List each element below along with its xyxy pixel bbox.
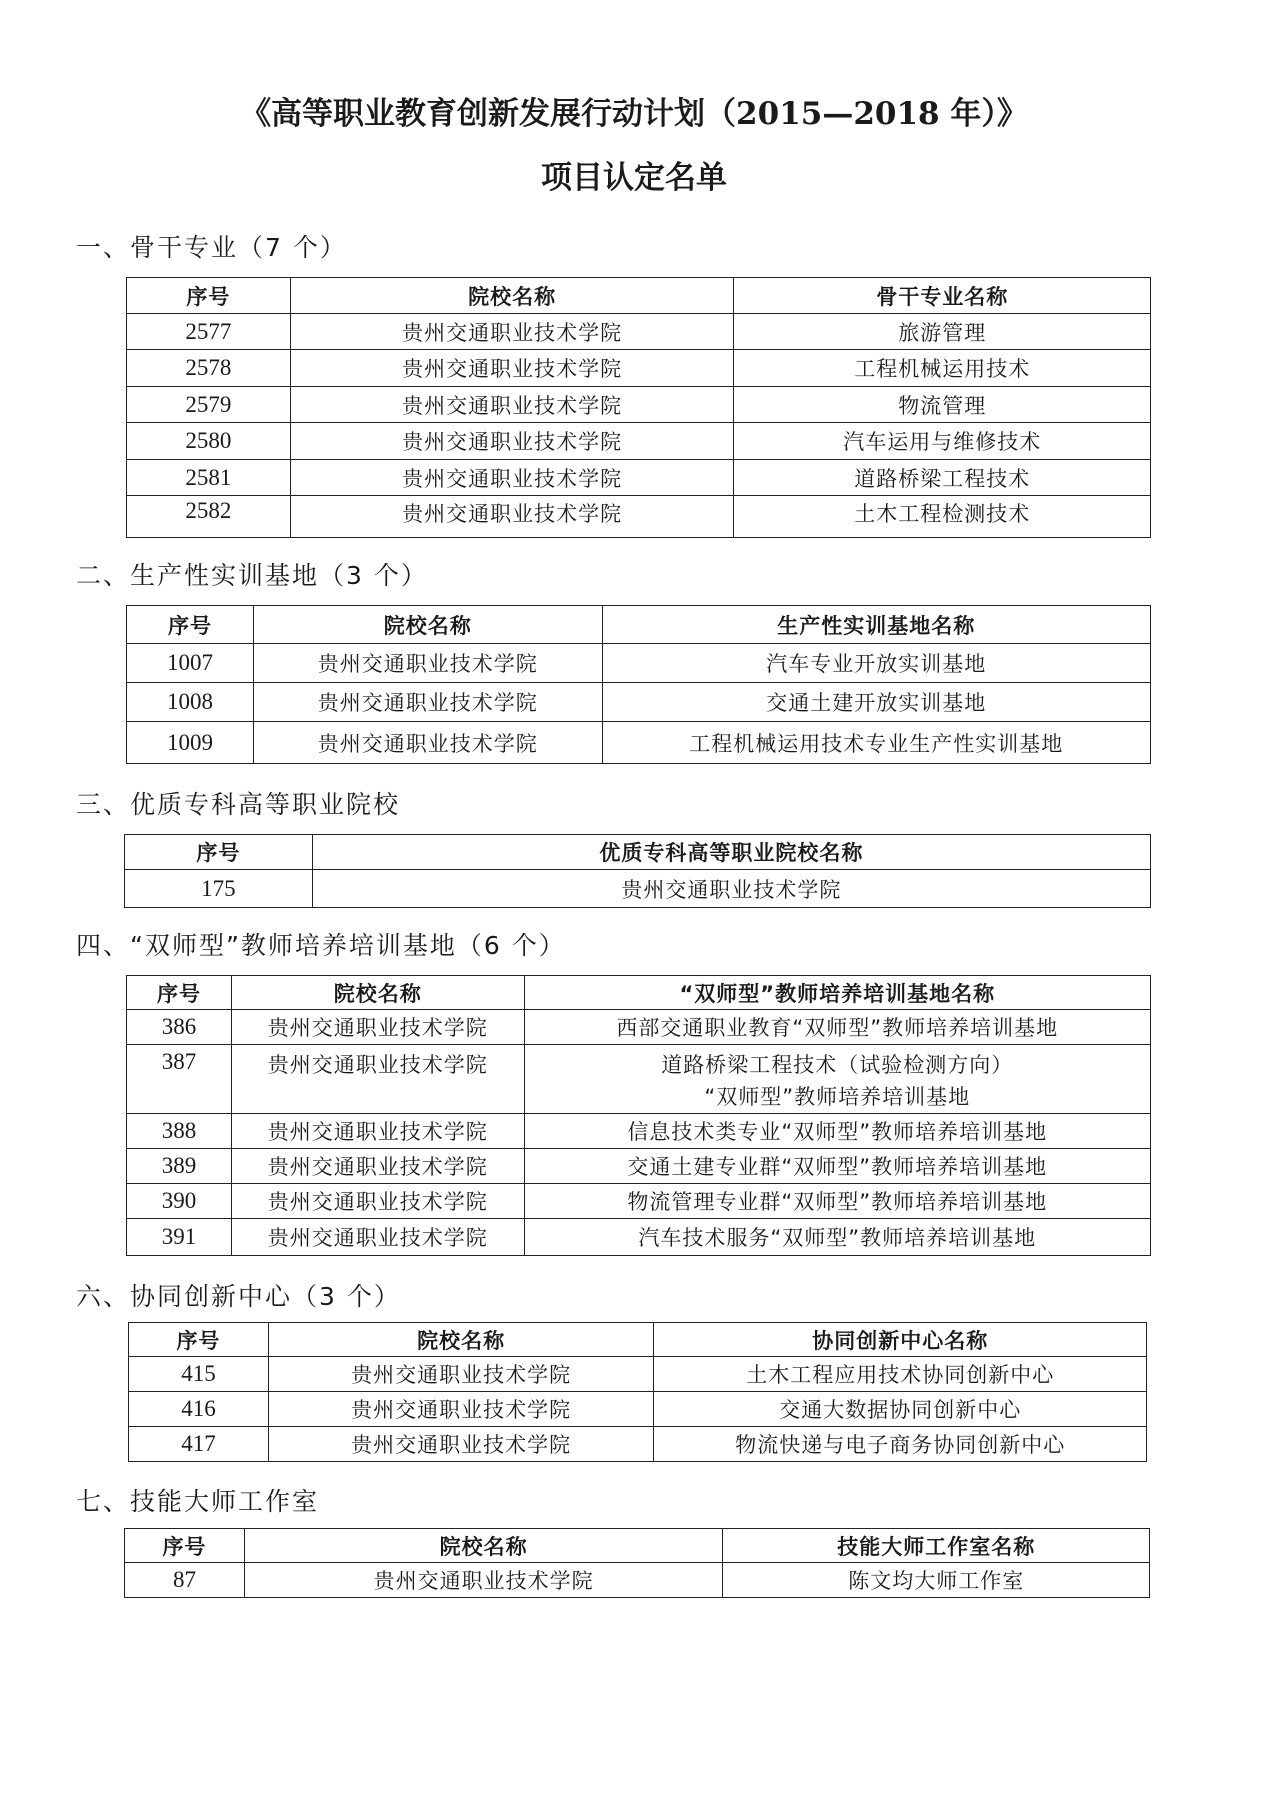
item-name: 交通大数据协同创新中心 <box>654 1392 1147 1427</box>
item-name: 信息技术类专业“双师型”教师培养培训基地 <box>524 1114 1150 1149</box>
section-heading-master-studios: 七、技能大师工作室 <box>76 1487 320 1516</box>
school-name: 贵州交通职业技术学院 <box>290 423 734 460</box>
school-name: 贵州交通职业技术学院 <box>290 387 734 423</box>
item-name: 工程机械运用技术 <box>734 350 1151 387</box>
item-name: 土木工程检测技术 <box>734 496 1151 538</box>
section-heading-quality-colleges: 三、优质专科高等职业院校 <box>76 790 401 819</box>
table-row <box>127 350 1151 387</box>
table-master-studios <box>124 1528 1150 1598</box>
school-name: 贵州交通职业技术学院 <box>268 1427 654 1462</box>
serial-number: 2582 <box>127 496 291 538</box>
school-name: 贵州交通职业技术学院 <box>290 350 734 387</box>
column-header: 序号 <box>127 278 291 314</box>
serial-number: 389 <box>127 1149 232 1184</box>
serial-number: 1008 <box>127 683 254 722</box>
item-name: 汽车专业开放实训基地 <box>602 644 1150 683</box>
school-name: 贵州交通职业技术学院 <box>290 460 734 496</box>
table-row <box>127 1184 1151 1219</box>
school-name: 贵州交通职业技术学院 <box>312 870 1150 908</box>
school-name: 贵州交通职业技术学院 <box>253 683 602 722</box>
school-name: 贵州交通职业技术学院 <box>253 722 602 764</box>
serial-number: 2577 <box>127 314 291 350</box>
serial-number: 2579 <box>127 387 291 423</box>
table-row <box>129 1392 1147 1427</box>
table-row <box>127 722 1151 764</box>
document-title: 《高等职业教育创新发展行动计划（2015—2018 年）》 <box>240 96 1028 132</box>
item-name: 物流快递与电子商务协同创新中心 <box>654 1427 1147 1462</box>
column-header: 院校名称 <box>231 976 524 1010</box>
item-name: 西部交通职业教育“双师型”教师培养培训基地 <box>524 1010 1150 1045</box>
column-header: 优质专科高等职业院校名称 <box>312 835 1150 870</box>
table-row <box>127 1010 1151 1045</box>
serial-number: 1009 <box>127 722 254 764</box>
item-name: 汽车技术服务“双师型”教师培养培训基地 <box>524 1219 1150 1256</box>
table-row <box>125 1563 1150 1598</box>
serial-number: 2580 <box>127 423 291 460</box>
table-row <box>127 683 1151 722</box>
item-name: 物流管理专业群“双师型”教师培养培训基地 <box>524 1184 1150 1219</box>
table-row <box>129 1357 1147 1392</box>
serial-number: 391 <box>127 1219 232 1256</box>
school-name: 贵州交通职业技术学院 <box>231 1045 524 1114</box>
school-name: 贵州交通职业技术学院 <box>268 1357 654 1392</box>
item-name: 土木工程应用技术协同创新中心 <box>654 1357 1147 1392</box>
document-subtitle: 项目认定名单 <box>541 160 727 196</box>
table-row <box>127 423 1151 460</box>
serial-number: 387 <box>127 1045 232 1114</box>
column-header: 院校名称 <box>268 1323 654 1357</box>
item-name: 汽车运用与维修技术 <box>734 423 1151 460</box>
item-name: 交通土建专业群“双师型”教师培养培训基地 <box>524 1149 1150 1184</box>
school-name: 贵州交通职业技术学院 <box>290 496 734 538</box>
table-key-majors <box>126 277 1151 538</box>
column-header: 协同创新中心名称 <box>654 1323 1147 1357</box>
school-name: 贵州交通职业技术学院 <box>231 1184 524 1219</box>
table-header-row <box>125 1529 1150 1563</box>
school-name: 贵州交通职业技术学院 <box>253 644 602 683</box>
serial-number: 390 <box>127 1184 232 1219</box>
serial-number: 2581 <box>127 460 291 496</box>
table-innovation-centers <box>128 1322 1147 1462</box>
section-heading-dual-teacher-bases: 四、“双师型”教师培养培训基地（6 个） <box>76 931 566 960</box>
section-heading-key-majors: 一、骨干专业（7 个） <box>76 233 347 262</box>
item-name: 旅游管理 <box>734 314 1151 350</box>
school-name: 贵州交通职业技术学院 <box>231 1149 524 1184</box>
school-name: 贵州交通职业技术学院 <box>231 1219 524 1256</box>
table-row <box>129 1427 1147 1462</box>
serial-number: 416 <box>129 1392 269 1427</box>
section-heading-production-training: 二、生产性实训基地（3 个） <box>76 561 428 590</box>
column-header: 院校名称 <box>253 606 602 644</box>
serial-number: 175 <box>125 870 313 908</box>
item-name: 陈文均大师工作室 <box>723 1563 1150 1598</box>
table-row <box>127 1045 1151 1114</box>
item-name-line-1: 道路桥梁工程技术（试验检测方向） <box>661 1053 1014 1077</box>
table-row <box>127 387 1151 423</box>
school-name: 贵州交通职业技术学院 <box>290 314 734 350</box>
serial-number: 388 <box>127 1114 232 1149</box>
table-header-row <box>127 278 1151 314</box>
table-row <box>127 1219 1151 1256</box>
table-row <box>127 644 1151 683</box>
column-header: 序号 <box>129 1323 269 1357</box>
item-name-line-2: “双师型”教师培养培训基地 <box>704 1085 971 1109</box>
serial-number: 415 <box>129 1357 269 1392</box>
column-header: 生产性实训基地名称 <box>602 606 1150 644</box>
serial-number: 2578 <box>127 350 291 387</box>
table-quality-colleges <box>124 834 1151 908</box>
column-header: 院校名称 <box>290 278 734 314</box>
column-header: 序号 <box>127 606 254 644</box>
column-header: 骨干专业名称 <box>734 278 1151 314</box>
school-name: 贵州交通职业技术学院 <box>244 1563 723 1598</box>
table-row <box>127 1114 1151 1149</box>
table-production-training <box>126 605 1151 764</box>
table-header-row <box>127 976 1151 1010</box>
table-row <box>125 870 1151 908</box>
table-header-row <box>125 835 1151 870</box>
table-header-row <box>129 1323 1147 1357</box>
column-header: “双师型”教师培养培训基地名称 <box>524 976 1150 1010</box>
table-row <box>127 496 1151 538</box>
item-name: 工程机械运用技术专业生产性实训基地 <box>602 722 1150 764</box>
section-heading-innovation-centers: 六、协同创新中心（3 个） <box>76 1282 401 1311</box>
column-header: 院校名称 <box>244 1529 723 1563</box>
table-row <box>127 1149 1151 1184</box>
item-name <box>524 1045 1150 1114</box>
item-name: 交通土建开放实训基地 <box>602 683 1150 722</box>
serial-number: 87 <box>125 1563 245 1598</box>
school-name: 贵州交通职业技术学院 <box>268 1392 654 1427</box>
item-name: 物流管理 <box>734 387 1151 423</box>
school-name: 贵州交通职业技术学院 <box>231 1114 524 1149</box>
serial-number: 417 <box>129 1427 269 1462</box>
column-header: 序号 <box>125 1529 245 1563</box>
school-name: 贵州交通职业技术学院 <box>231 1010 524 1045</box>
column-header: 序号 <box>127 976 232 1010</box>
table-row <box>127 460 1151 496</box>
table-header-row <box>127 606 1151 644</box>
table-dual-teacher-bases <box>126 975 1151 1256</box>
table-row <box>127 314 1151 350</box>
column-header: 技能大师工作室名称 <box>723 1529 1150 1563</box>
item-name: 道路桥梁工程技术 <box>734 460 1151 496</box>
serial-number: 386 <box>127 1010 232 1045</box>
serial-number: 1007 <box>127 644 254 683</box>
column-header: 序号 <box>125 835 313 870</box>
